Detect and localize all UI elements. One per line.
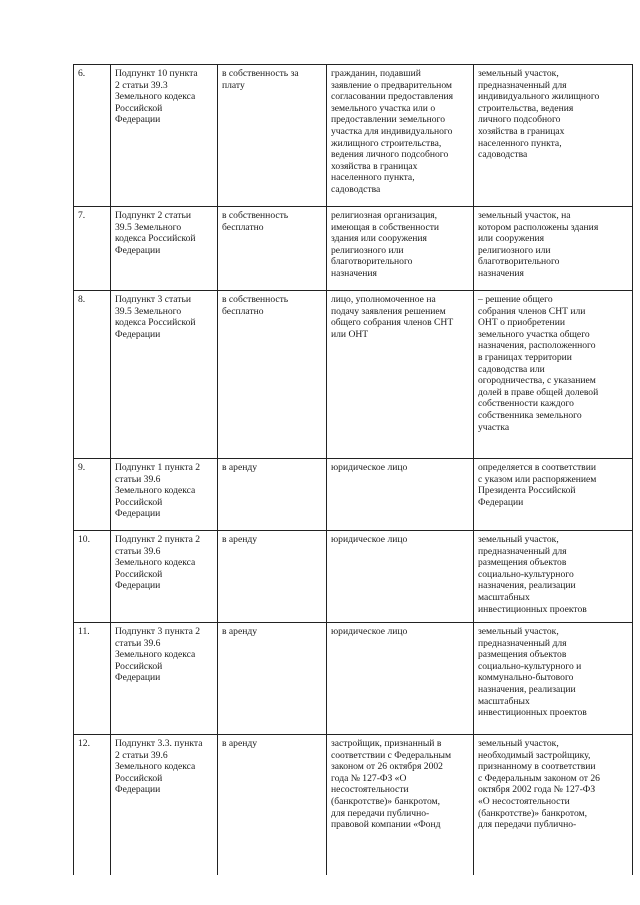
land-plot-cell bbox=[474, 735, 633, 875]
cell-text-line: для передачи публично- bbox=[331, 807, 430, 819]
applicant-cell bbox=[327, 531, 474, 623]
cell-text-line: строительства, ведения bbox=[478, 102, 574, 114]
cell-text-line: назначения, расположенного bbox=[478, 340, 596, 352]
land-plot-cell bbox=[474, 207, 633, 291]
cell-text-line: соответствии с Федеральным bbox=[331, 749, 452, 761]
row-number: 12. bbox=[74, 735, 111, 875]
cell-text-line: лицо, уполномоченное на bbox=[331, 294, 436, 305]
cell-text-line: котором расположены здания bbox=[478, 221, 599, 233]
legal-basis-cell bbox=[111, 531, 218, 623]
applicant-cell bbox=[327, 291, 474, 459]
cell-text-line: инвестиционных проектов bbox=[478, 707, 587, 719]
land-plot-cell bbox=[474, 531, 633, 623]
cell-text-line: индивидуального жилищного bbox=[478, 91, 600, 103]
cell-text-line: 39.5 Земельного bbox=[115, 305, 182, 317]
cell-text-line: предназначенный для bbox=[478, 545, 567, 557]
cell-text-line: собрания членов СНТ или bbox=[478, 305, 586, 317]
cell-text-line: гражданин, подавший bbox=[331, 68, 421, 79]
cell-text-line: (банкротстве)» банкротом, bbox=[478, 807, 588, 819]
cell-text-line: масштабных bbox=[478, 591, 530, 603]
cell-text-line: участка bbox=[478, 421, 510, 433]
cell-text-line: юридическое лицо bbox=[331, 626, 408, 637]
cell-text-line: инвестиционных проектов bbox=[478, 603, 587, 615]
cell-text-line: Подпункт 3 пункта 2 bbox=[115, 626, 201, 637]
cell-text-line: Федерации bbox=[115, 244, 161, 256]
cell-text-line: религиозного или bbox=[478, 244, 551, 256]
cell-text-line: года № 127-ФЗ «О bbox=[331, 772, 407, 784]
cell-text-line: Российской bbox=[115, 496, 163, 508]
cell-text-line: земельного участка общего bbox=[478, 328, 590, 340]
cell-text-line: предназначенный для bbox=[478, 79, 567, 91]
cell-text-line: Подпункт 3 статьи bbox=[115, 294, 191, 305]
cell-text-line: плату bbox=[222, 79, 245, 91]
legal-basis-cell bbox=[111, 65, 218, 207]
cell-text-line: статьи 39.6 bbox=[115, 637, 161, 649]
cell-text-line: или сооружения bbox=[478, 233, 545, 245]
row-number: 7. bbox=[74, 207, 111, 291]
cell-text-line: хозяйства в границах bbox=[331, 160, 418, 172]
cell-text-line: общего собрания членов СНТ bbox=[331, 317, 454, 329]
applicant-cell bbox=[327, 735, 474, 875]
cell-text-line: в аренду bbox=[222, 462, 258, 473]
cell-text-line: статьи 39.6 bbox=[115, 545, 161, 557]
cell-text-line: Российской bbox=[115, 772, 163, 784]
cell-text-line: (банкротстве)» банкротом, bbox=[331, 795, 441, 807]
cell-text-line: заявление о предварительном bbox=[331, 79, 452, 91]
cell-text-line: 2 статьи 39.6 bbox=[115, 749, 168, 761]
cell-text-line: статьи 39.6 bbox=[115, 473, 161, 485]
cell-text-line: Земельного кодекса bbox=[115, 557, 196, 569]
cell-text-line: участка для индивидуального bbox=[331, 125, 453, 137]
table-row bbox=[74, 291, 633, 459]
table-row bbox=[74, 531, 633, 623]
cell-text-line: или ОНТ bbox=[331, 328, 369, 340]
land-plot-cell bbox=[474, 291, 633, 459]
cell-text-line: кодекса Российской bbox=[115, 233, 196, 245]
cell-text-line: Федерации bbox=[115, 508, 161, 520]
cell-text-line: Российской bbox=[115, 102, 163, 114]
cell-text-line: подачу заявления решением bbox=[331, 305, 446, 317]
right-type-cell bbox=[218, 65, 327, 207]
land-provision-table bbox=[73, 64, 633, 875]
cell-text-line: необходимый застройщику, bbox=[478, 749, 591, 761]
right-type-cell bbox=[218, 291, 327, 459]
right-type-cell bbox=[218, 735, 327, 875]
cell-text-line: законом от 26 октября 2002 bbox=[331, 761, 443, 773]
row-number: 11. bbox=[74, 623, 111, 735]
cell-text-line: признанному в соответствии bbox=[478, 761, 596, 773]
cell-text-line: масштабных bbox=[478, 695, 530, 707]
cell-text-line: Земельного кодекса bbox=[115, 485, 196, 497]
cell-text-line: имеющая в собственности bbox=[331, 221, 440, 233]
cell-text-line: для передачи публично- bbox=[478, 819, 577, 831]
cell-text-line: бесплатно bbox=[222, 221, 264, 233]
cell-text-line: кодекса Российской bbox=[115, 317, 196, 329]
cell-text-line: с Федеральным законом от 26 bbox=[478, 772, 600, 784]
legal-basis-cell bbox=[111, 623, 218, 735]
cell-text-line: определяется в соответствии bbox=[478, 462, 596, 473]
cell-text-line: собственности каждого bbox=[478, 398, 574, 410]
applicant-cell bbox=[327, 65, 474, 207]
cell-text-line: религиозного или bbox=[331, 244, 404, 256]
cell-text-line: населенного пункта, bbox=[478, 137, 562, 149]
cell-text-line: «О несостоятельности bbox=[478, 795, 570, 807]
cell-text-line: в собственность bbox=[222, 210, 289, 221]
cell-text-line: юридическое лицо bbox=[331, 462, 408, 473]
cell-text-line: земельного участка или о bbox=[331, 102, 436, 114]
cell-text-line: земельный участок, bbox=[478, 534, 559, 545]
cell-text-line: Федерации bbox=[115, 784, 161, 796]
cell-text-line: Подпункт 1 пункта 2 bbox=[115, 462, 201, 473]
cell-text-line: с указом или распоряжением bbox=[478, 473, 597, 485]
cell-text-line: застройщик, признанный в bbox=[331, 738, 442, 749]
right-type-cell bbox=[218, 623, 327, 735]
cell-text-line: социально-культурного и bbox=[478, 660, 582, 672]
cell-text-line: Подпункт 10 пункта bbox=[115, 68, 198, 79]
cell-text-line: в аренду bbox=[222, 534, 258, 545]
cell-text-line: Земельного кодекса bbox=[115, 761, 196, 773]
table-row bbox=[74, 207, 633, 291]
right-type-cell bbox=[218, 207, 327, 291]
cell-text-line: в границах территории bbox=[478, 351, 572, 363]
cell-text-line: Федерации bbox=[115, 114, 161, 126]
cell-text-line: согласовании предоставления bbox=[331, 91, 454, 103]
row-number: 6. bbox=[74, 65, 111, 207]
cell-text-line: ОНТ о приобретении bbox=[478, 317, 565, 329]
cell-text-line: Российской bbox=[115, 568, 163, 580]
applicant-cell bbox=[327, 459, 474, 531]
land-plot-cell bbox=[474, 65, 633, 207]
row-number: 8. bbox=[74, 291, 111, 459]
legal-basis-cell bbox=[111, 459, 218, 531]
cell-text-line: назначения, реализации bbox=[478, 580, 576, 592]
table-row bbox=[74, 65, 633, 207]
cell-text-line: садоводства bbox=[331, 183, 381, 195]
cell-text-line: Подпункт 2 статьи bbox=[115, 210, 191, 221]
cell-text-line: огородничества, с указанием bbox=[478, 375, 596, 387]
cell-text-line: религиозная организация, bbox=[331, 210, 438, 221]
cell-text-line: Федерации bbox=[115, 328, 161, 340]
cell-text-line: коммунально-бытового bbox=[478, 672, 574, 684]
cell-text-line: размещения объектов bbox=[478, 649, 567, 661]
cell-text-line: 39.5 Земельного bbox=[115, 221, 182, 233]
cell-text-line: назначения, реализации bbox=[478, 683, 576, 695]
land-plot-cell bbox=[474, 459, 633, 531]
cell-text-line: в аренду bbox=[222, 626, 258, 637]
cell-text-line: долей в праве общей долевой bbox=[478, 386, 599, 398]
cell-text-line: земельный участок, bbox=[478, 626, 559, 637]
cell-text-line: предоставлении земельного bbox=[331, 114, 446, 126]
cell-text-line: правовой компании «Фонд bbox=[331, 819, 441, 831]
cell-text-line: назначения bbox=[478, 267, 524, 279]
cell-text-line: Российской bbox=[115, 660, 163, 672]
cell-text-line: в аренду bbox=[222, 738, 258, 749]
cell-text-line: садоводства bbox=[478, 149, 528, 161]
cell-text-line: здания или сооружения bbox=[331, 233, 427, 245]
cell-text-line: благотворительного bbox=[478, 256, 560, 268]
table-row bbox=[74, 623, 633, 735]
cell-text-line: предназначенный для bbox=[478, 637, 567, 649]
cell-text-line: хозяйства в границах bbox=[478, 125, 565, 137]
cell-text-line: назначения bbox=[331, 267, 377, 279]
cell-text-line: юридическое лицо bbox=[331, 534, 408, 545]
cell-text-line: Президента Российской bbox=[478, 485, 576, 497]
cell-text-line: октября 2002 года № 127-ФЗ bbox=[478, 784, 596, 796]
applicant-cell bbox=[327, 207, 474, 291]
cell-text-line: Земельного кодекса bbox=[115, 91, 196, 103]
cell-text-line: жилищного строительства, bbox=[331, 137, 442, 149]
cell-text-line: земельный участок, bbox=[478, 738, 559, 749]
cell-text-line: Подпункт 3.3. пункта bbox=[115, 738, 203, 749]
cell-text-line: Федерации bbox=[478, 496, 524, 508]
cell-text-line: – решение общего bbox=[478, 294, 553, 305]
cell-text-line: садоводства или bbox=[478, 363, 545, 375]
cell-text-line: социально-культурного bbox=[478, 568, 574, 580]
cell-text-line: 2 статьи 39.3 bbox=[115, 79, 168, 91]
row-number: 9. bbox=[74, 459, 111, 531]
table-row bbox=[74, 735, 633, 875]
cell-text-line: размещения объектов bbox=[478, 557, 567, 569]
cell-text-line: личного подсобного bbox=[478, 114, 561, 126]
land-plot-cell bbox=[474, 623, 633, 735]
cell-text-line: населенного пункта, bbox=[331, 172, 415, 184]
cell-text-line: в собственность bbox=[222, 294, 289, 305]
legal-basis-cell bbox=[111, 207, 218, 291]
cell-text-line: в собственность за bbox=[222, 68, 299, 79]
right-type-cell bbox=[218, 531, 327, 623]
cell-text-line: Земельного кодекса bbox=[115, 649, 196, 661]
table-row bbox=[74, 459, 633, 531]
cell-text-line: благотворительного bbox=[331, 256, 413, 268]
right-type-cell bbox=[218, 459, 327, 531]
applicant-cell bbox=[327, 623, 474, 735]
legal-basis-cell bbox=[111, 291, 218, 459]
cell-text-line: земельный участок, на bbox=[478, 210, 571, 221]
legal-basis-cell bbox=[111, 735, 218, 875]
cell-text-line: собственника земельного bbox=[478, 409, 582, 421]
cell-text-line: Подпункт 2 пункта 2 bbox=[115, 534, 201, 545]
cell-text-line: Федерации bbox=[115, 580, 161, 592]
cell-text-line: бесплатно bbox=[222, 305, 264, 317]
cell-text-line: земельный участок, bbox=[478, 68, 559, 79]
cell-text-line: несостоятельности bbox=[331, 784, 409, 796]
table-body bbox=[74, 65, 633, 875]
cell-text-line: ведения личного подсобного bbox=[331, 149, 449, 161]
row-number: 10. bbox=[74, 531, 111, 623]
cell-text-line: Федерации bbox=[115, 672, 161, 684]
